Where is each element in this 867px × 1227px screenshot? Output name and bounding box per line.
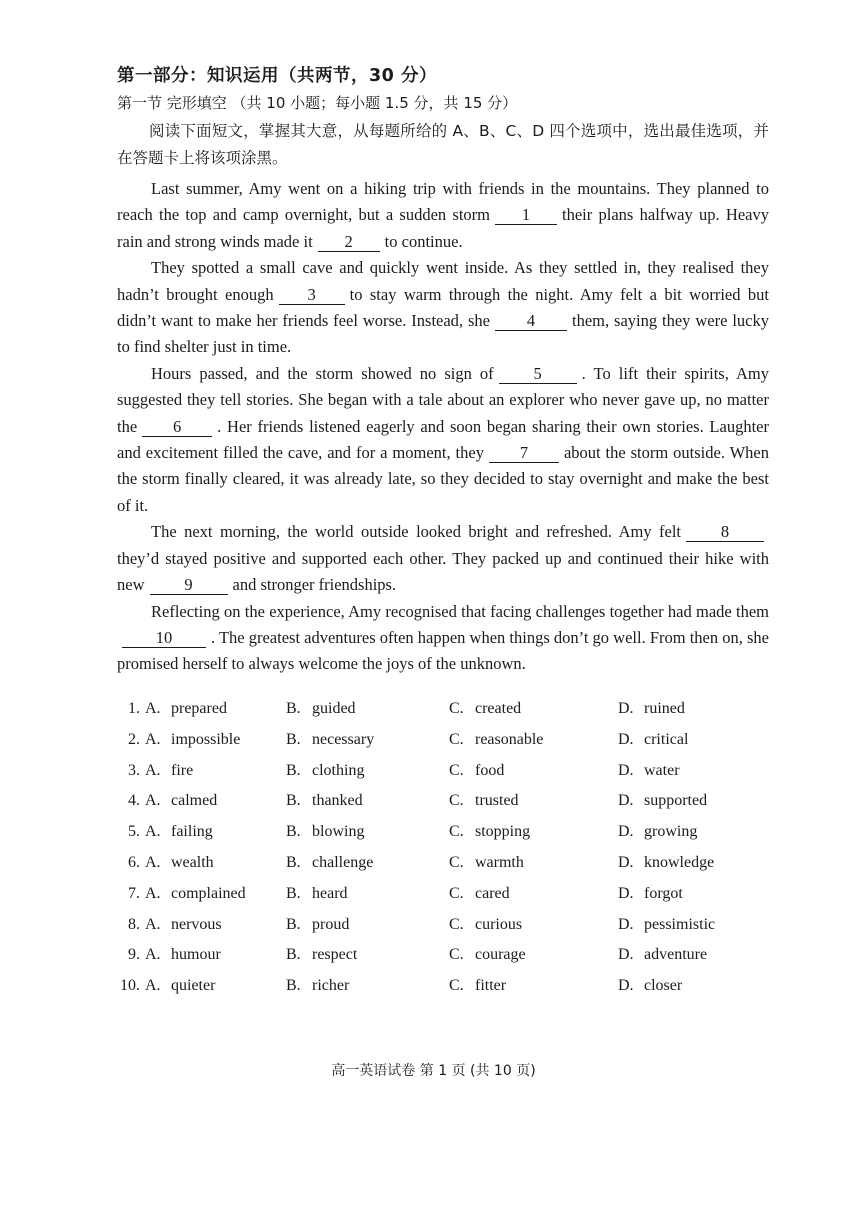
option-b xyxy=(286,700,356,718)
option-letter: A. xyxy=(145,946,161,964)
option-b xyxy=(286,762,364,780)
option-word: reasonable xyxy=(475,730,544,748)
option-a xyxy=(145,731,240,749)
option-letter: A. xyxy=(145,884,161,902)
question-number: 8. xyxy=(128,915,140,933)
option-letter: B. xyxy=(286,761,301,779)
option-word: courage xyxy=(475,946,526,964)
blank-7: 7 xyxy=(489,444,559,463)
question-number: 6. xyxy=(128,853,140,871)
blank-8: 8 xyxy=(686,523,764,542)
option-d xyxy=(618,700,685,718)
option-letter: D. xyxy=(618,884,634,902)
option-letter: B. xyxy=(286,977,301,995)
question-row xyxy=(112,792,752,823)
option-d xyxy=(618,854,714,872)
passage-paragraph-3 xyxy=(117,361,769,519)
option-letter: C. xyxy=(449,792,464,810)
option-c xyxy=(449,916,522,934)
option-a xyxy=(145,854,214,872)
passage-text: They spotted a small cave and quickly went inside. As they settled in, they realised they hadn’t brought enough xyxy=(117,258,769,304)
option-word: respect xyxy=(312,946,358,964)
passage-text: The next morning, the world outside looked bright and refreshed. Amy felt xyxy=(151,522,681,542)
section-title: 第一部分：知识运用（共两节，30 分） xyxy=(117,66,437,86)
passage-text: Last summer, Amy went on a hiking trip with friends in the mountains. They planned to reach the top and camp overnight, but a sudden storm xyxy=(117,179,769,225)
option-b xyxy=(286,792,363,810)
passage-text: Reflecting on the experience, Amy recognised that facing challenges together had made them xyxy=(151,601,769,621)
passage-text: their plans halfway up. Heavy rain and strong winds made it xyxy=(117,205,769,251)
option-letter: C. xyxy=(449,730,464,748)
option-letter: C. xyxy=(449,853,464,871)
option-word: heard xyxy=(312,884,348,902)
question-row xyxy=(112,916,752,947)
option-word: knowledge xyxy=(644,853,715,871)
option-letter: B. xyxy=(286,700,301,717)
option-letter: C. xyxy=(449,700,464,717)
option-letter: A. xyxy=(145,915,161,933)
instructions: 阅读下面短文，掌握其大意，从每题所给的 A、B、C、D 四个选项中，选出最佳选项，并在答题卡上将该项涂黑。 xyxy=(117,122,769,167)
option-word: proud xyxy=(312,915,350,933)
option-word: thanked xyxy=(312,792,363,810)
option-letter: A. xyxy=(145,730,161,748)
question-row xyxy=(112,762,752,793)
option-b xyxy=(286,854,373,872)
option-c xyxy=(449,977,506,995)
option-word: curious xyxy=(475,915,523,933)
passage-text: . The greatest adventures often happen when things don’t go well. From then on, she promised herself to always welcome the joys of the unknown. xyxy=(117,627,769,674)
passage-text: they’d stayed positive and supported each other. They packed up and continued their hike with new xyxy=(117,548,769,595)
option-c xyxy=(449,885,510,903)
option-letter: D. xyxy=(618,915,634,933)
cloze-passage xyxy=(117,176,769,678)
option-word: humour xyxy=(171,946,221,964)
question-row xyxy=(112,823,752,854)
passage-text: . Her friends listened eagerly and soon began sharing their own stories. Laughter and excitement filled the cave, and for a moment, they xyxy=(117,416,769,463)
option-d xyxy=(618,731,688,749)
question-number: 4. xyxy=(128,792,140,810)
option-d xyxy=(618,916,715,934)
option-word: prepared xyxy=(171,700,227,717)
option-d xyxy=(618,977,682,995)
option-word: forgot xyxy=(644,884,683,902)
passage-text: to stay warm through the night. Amy felt a bit worried but didn’t want to make her friends feel worse. Instead, she xyxy=(117,284,769,331)
option-word: clothing xyxy=(312,761,365,779)
option-word: cared xyxy=(475,884,510,902)
question-row xyxy=(112,885,752,916)
option-letter: C. xyxy=(449,823,464,841)
option-a xyxy=(145,946,221,964)
option-d xyxy=(618,885,683,903)
option-word: growing xyxy=(644,823,698,841)
option-word: created xyxy=(475,700,522,717)
option-word: blowing xyxy=(312,823,365,841)
option-letter: A. xyxy=(145,823,161,841)
option-letter: A. xyxy=(145,761,161,779)
option-a xyxy=(145,762,193,780)
passage-paragraph-4 xyxy=(117,519,769,598)
option-a xyxy=(145,916,222,934)
option-word: water xyxy=(644,761,680,779)
blank-3: 3 xyxy=(279,286,345,305)
option-word: food xyxy=(475,761,505,779)
option-letter: D. xyxy=(618,792,634,810)
option-b xyxy=(286,977,349,995)
option-word: ruined xyxy=(644,700,685,717)
question-row xyxy=(112,946,752,977)
question-row xyxy=(112,977,752,1008)
option-letter: B. xyxy=(286,730,301,748)
option-letter: D. xyxy=(618,730,634,748)
option-a xyxy=(145,792,217,810)
option-c xyxy=(449,854,524,872)
option-c xyxy=(449,946,526,964)
option-letter: B. xyxy=(286,946,301,964)
option-word: nervous xyxy=(171,915,222,933)
option-d xyxy=(618,823,697,841)
page-footer: 高一英语试卷 第 1 页 (共 10 页) xyxy=(331,1063,536,1079)
option-letter: C. xyxy=(449,977,464,995)
blank-2: 2 xyxy=(318,233,380,252)
option-a xyxy=(145,885,246,903)
option-word: closer xyxy=(644,977,683,995)
passage-paragraph-5 xyxy=(117,599,769,678)
option-letter: D. xyxy=(618,761,634,779)
option-word: warmth xyxy=(475,853,524,871)
option-d xyxy=(618,762,680,780)
option-b xyxy=(286,823,364,841)
passage-paragraph-1 xyxy=(117,176,769,255)
option-c xyxy=(449,762,504,780)
option-letter: D. xyxy=(618,977,634,995)
blank-5: 5 xyxy=(499,365,577,384)
option-letter: D. xyxy=(618,700,634,717)
option-word: guided xyxy=(312,700,356,717)
option-letter: A. xyxy=(145,977,161,995)
question-number: 10. xyxy=(120,977,140,995)
option-word: pessimistic xyxy=(644,915,716,933)
question-number: 9. xyxy=(128,946,140,964)
blank-1: 1 xyxy=(495,206,557,225)
option-letter: B. xyxy=(286,884,301,902)
option-a xyxy=(145,977,215,995)
option-word: trusted xyxy=(475,792,519,810)
option-word: quieter xyxy=(171,977,216,995)
question-row xyxy=(112,854,752,885)
option-a xyxy=(145,700,227,718)
option-letter: B. xyxy=(286,792,301,810)
option-letter: A. xyxy=(145,853,161,871)
option-word: calmed xyxy=(171,792,218,810)
option-letter: B. xyxy=(286,915,301,933)
option-word: necessary xyxy=(312,730,375,748)
blank-10: 10 xyxy=(122,629,206,648)
option-c xyxy=(449,823,530,841)
blank-6: 6 xyxy=(142,418,212,437)
option-word: critical xyxy=(644,730,689,748)
option-letter: B. xyxy=(286,853,301,871)
passage-text: and stronger friendships. xyxy=(232,575,397,595)
answer-options xyxy=(112,700,752,1008)
option-b xyxy=(286,946,357,964)
question-number: 3. xyxy=(128,761,140,779)
option-letter: A. xyxy=(145,792,161,810)
question-number: 2. xyxy=(128,730,140,748)
option-c xyxy=(449,700,521,718)
passage-paragraph-2 xyxy=(117,255,769,361)
option-word: fire xyxy=(171,761,194,779)
option-b xyxy=(286,731,374,749)
option-a xyxy=(145,823,213,841)
option-word: challenge xyxy=(312,853,374,871)
option-letter: C. xyxy=(449,884,464,902)
question-number: 7. xyxy=(128,884,140,902)
option-word: adventure xyxy=(644,946,708,964)
option-word: complained xyxy=(171,884,246,902)
passage-text: to continue. xyxy=(384,231,463,251)
option-word: failing xyxy=(171,823,213,841)
option-word: richer xyxy=(312,977,350,995)
blank-4: 4 xyxy=(495,312,567,331)
option-c xyxy=(449,731,543,749)
passage-text: them, saying they were lucky to find shelter just in time. xyxy=(117,311,769,357)
option-letter: D. xyxy=(618,853,634,871)
option-d xyxy=(618,792,707,810)
subsection-title: 第一节 完形填空 （共 10 小题；每小题 1.5 分，共 15 分） xyxy=(117,94,518,112)
option-word: fitter xyxy=(475,977,507,995)
option-word: wealth xyxy=(171,853,214,871)
option-word: stopping xyxy=(475,823,531,841)
option-b xyxy=(286,916,349,934)
passage-text: about the storm outside. When the storm finally cleared, it was already late, so they decided to stay overnight and make the best of it. xyxy=(117,443,769,515)
option-letter: C. xyxy=(449,946,464,964)
option-letter: C. xyxy=(449,761,464,779)
option-d xyxy=(618,946,707,964)
option-b xyxy=(286,885,348,903)
question-number: 5. xyxy=(128,823,140,841)
question-row xyxy=(112,731,752,762)
option-letter: D. xyxy=(618,946,634,964)
question-number: 1. xyxy=(128,700,140,717)
option-letter: D. xyxy=(618,823,634,841)
passage-text: . To lift their spirits, Amy suggested they tell stories. She began with a tale about an explorer who never gave up, no matter the xyxy=(117,363,769,436)
option-letter: A. xyxy=(145,700,161,717)
blank-9: 9 xyxy=(150,576,228,595)
option-c xyxy=(449,792,519,810)
option-word: impossible xyxy=(171,730,241,748)
option-letter: B. xyxy=(286,823,301,841)
passage-text: Hours passed, and the storm showed no sign of xyxy=(151,363,494,383)
option-letter: C. xyxy=(449,915,464,933)
question-row xyxy=(112,700,752,731)
option-word: supported xyxy=(644,792,708,810)
